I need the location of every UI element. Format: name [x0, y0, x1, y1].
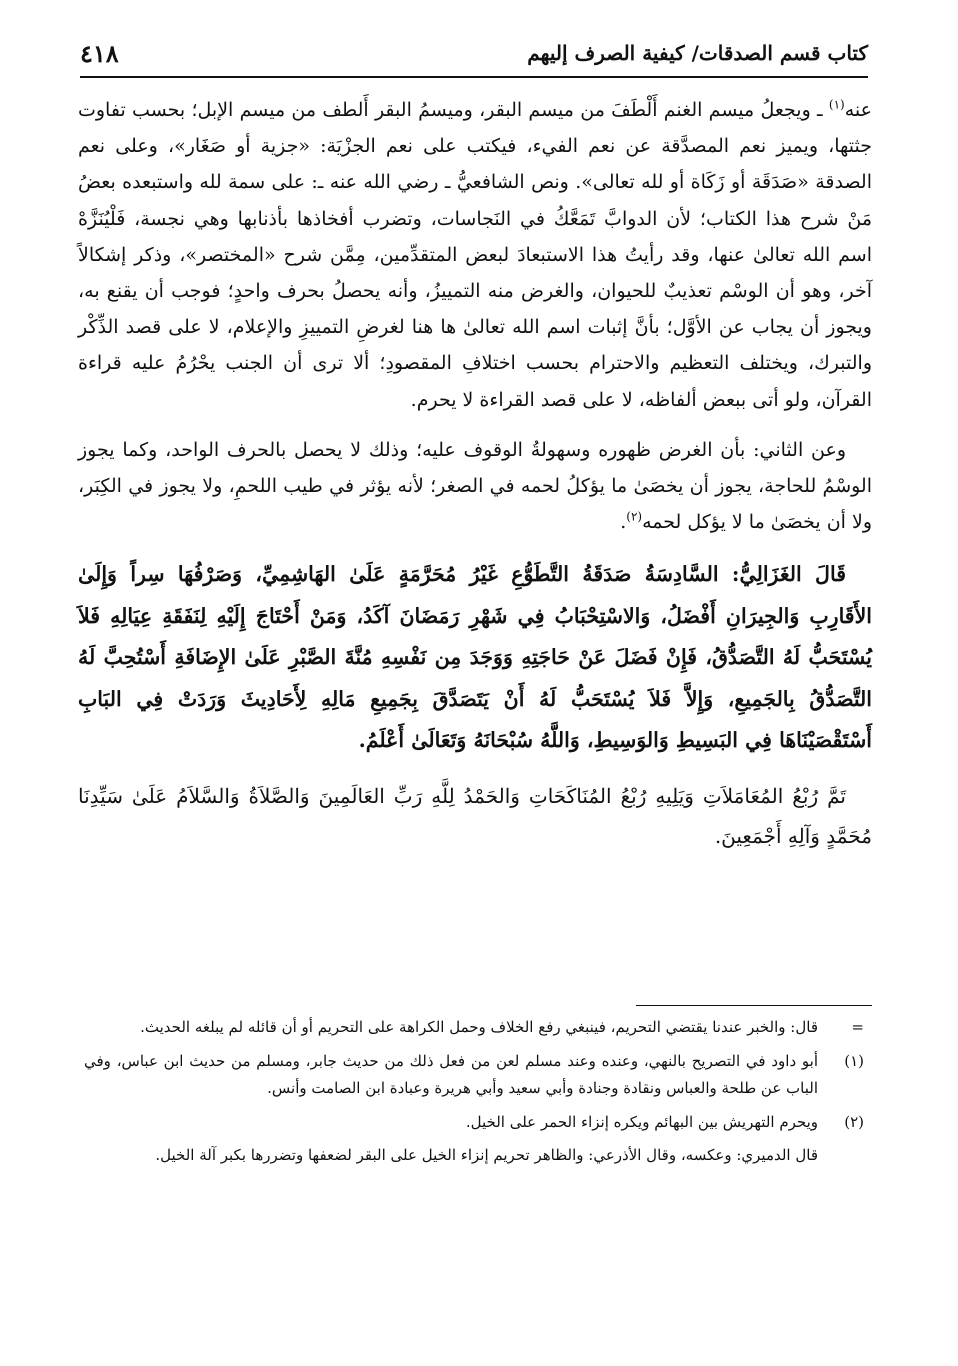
footnote-mark: =	[851, 1018, 864, 1036]
footnote-mark: (٢)	[844, 1112, 864, 1131]
running-title: كتاب قسم الصدقات/ كيفية الصرف إليهم	[527, 41, 868, 65]
page-header	[80, 30, 868, 78]
footnotes	[84, 1014, 868, 1176]
footnote-mark	[818, 1142, 868, 1170]
paragraph-2-text: وعن الثاني: بأن الغرض ظهوره وسهولةُ الوقوف عليه؛ وذلك لا يحصل بالحرف الواحد، وكما يجوز الوسْمُ للحاجة، يجوز أن يخصَىٰ ما يؤكلُ لحمه في الصغر؛ لأنه يؤثر في طيب اللحمِ، ولا يجوز في الكِبَر، ولا أن يخصَىٰ ما لا يؤكل لحمه	[78, 438, 872, 534]
ghazali-quote: قَالَ الغَزَالِيُّ: السَّادِسَةُ صَدَقَةُ التَّطَوُّعِ غَيْرُ مُحَرَّمَةٍ عَلَىٰ الهَاشِمِيِّ، وَصَرْفُهَا سِراً وَإِلَىٰ الأَقَارِبِ وَالجِيرَانِ أَفْضَلُ، وَالاسْتِحْبَابُ فِي شَهْرِ رَمَضَانَ آكَدُ، وَمَنْ أَحْتَاجَ إِلَيْهِ لِنَفَقَةِ عِيَالِهِ فَلاَ يُسْتَحَبُّ لَهُ التَّصَدُّقُ، فَإِنْ فَضَلَ عَنْ حَاجَتِهِ وَوَجَدَ مِن نَفْسِهِ مُنَّةَ الصَّبْرِ عَلَىٰ الإِضَافَةِ أَسْتُحِبَّ لَهُ التَّصَدُّقُ بِالجَمِيعِ، وَإِلاَّ فَلاَ يُسْتَحَبُّ لَهُ أَنْ يَتَصَدَّقَ بِجَمِيعِ مَالِهِ لِأَحَادِيثَ وَرَدَتْ فِي البَابِ أَسْتَقْصَيْنَاهَا فِي البَسِيطِ وَالوَسِيطِ، وَاللَّهُ سُبْحَانَهُ وَتَعَالَىٰ أَعْلَمُ.	[78, 562, 872, 753]
footnote-2	[84, 1109, 868, 1137]
footnote-ref-2: (٢)	[626, 509, 643, 524]
paragraph-2	[78, 432, 872, 541]
paragraph-1-rest: ـ ويجعلُ ميسم الغنم أَلْطَفَ من ميسم البقر، وميسمُ البقر أَلطف من ميسم الإبل؛ بحسب تفاوت جثتها، ويميز نعم المصدَّقة عن نعم الفيء، فيكتب على نعم الجزْيَة: «جزية أو صَغَار»، وعلى نعم الصدقة «صَدَقَة أو زَكَاة أو لله تعالى». ونص الشافعيُّ ـ رضي الله عنه ـ: على سمة لله واستبعده بعضُ مَنْ شرح هذا الكتاب؛ لأن الدوابَّ تَمَعَّكُ في النَجاسات، وتضرب أفخاذها بأذنابها وهي نجسة، فَلْيُنَزَّهْ اسم الله تعالىٰ عنها، وقد رأيتُ هذا الاستبعادَ لبعض المتقدِّمين، مِمَّن شرح «المختصر»، وذكر إشكالاً آخر، وهو أن الوسْم تعذيبٌ للحيوان، والغرض منه التمييزُ، وأنه يحصلُ بحرف واحدٍ؛ فوجب أن يقنع به، ويجوز أن يجاب عن الأوَّل؛ بأنَّ إثبات اسم الله تعالىٰ ها هنا لغرضِ التمييزِ والإعلام، لا على قصد الذِّكْر والتبرك، ويختلف التعظيم والاحترام بحسب اختلافِ المقصودِ؛ ألا ترى أن الجنب يحْرُمُ عليه قراءة القرآن، ولو أتى ببعض ألفاظه، لا على قصد القراءة لا يحرم.	[78, 99, 872, 411]
footnote-text: قال: والخبر عندنا يقتضي التحريم، فينبغي رفع الخلاف وحمل الكراهة على التحريم أو أن قائله لم يبلغه الحديث.	[140, 1018, 818, 1036]
page-number: ٤١٨	[80, 38, 119, 68]
footnote-1	[84, 1048, 868, 1103]
footnote-2-continued	[84, 1142, 868, 1170]
footnote-mark: (١)	[844, 1051, 864, 1070]
footnote-continuation	[84, 1014, 868, 1042]
paragraph-1	[78, 92, 872, 418]
paragraph-1-start: عنه	[844, 99, 872, 121]
footnote-text: أبو داود في التصريح بالنهي، وعنده وعند مسلم لعن من فعل ذلك من حديث جابر، ومسلم من حديث ابن عباس، وفي الباب عن طلحة والعباس ونقادة وجنادة وأبي سعيد وأبي هريرة وعبادة ابن الصامت وأنس.	[84, 1051, 818, 1097]
footnote-text: ويحرم التهريش بين البهائم ويكره إنزاء الحمر على الخيل.	[465, 1112, 818, 1131]
footnote-text: قال الدميري: وعكسه، وقال الأذرعي: والظاهر تحريم إنزاء الخيل على البقر لضعفها وتضررها بكبر آلة الخيل.	[155, 1146, 818, 1164]
closing-colophon: تَمَّ رُبْعُ المُعَامَلاَتِ وَيَلِيهِ رُبْعُ المُنَاكَحَاتِ وَالحَمْدُ لِلَّهِ رَبِّ العَالَمِينَ وَالصَّلاَةُ وَالسَّلاَمُ عَلَىٰ سَيِّدِنَا مُحَمَّدٍ وَآلِهِ أَجْمَعِينَ.	[78, 783, 872, 848]
paragraph-2-end: .	[620, 511, 627, 534]
footnote-divider	[636, 1005, 872, 1006]
footnote-ref-1: (١)	[828, 97, 845, 112]
main-text	[78, 92, 872, 870]
